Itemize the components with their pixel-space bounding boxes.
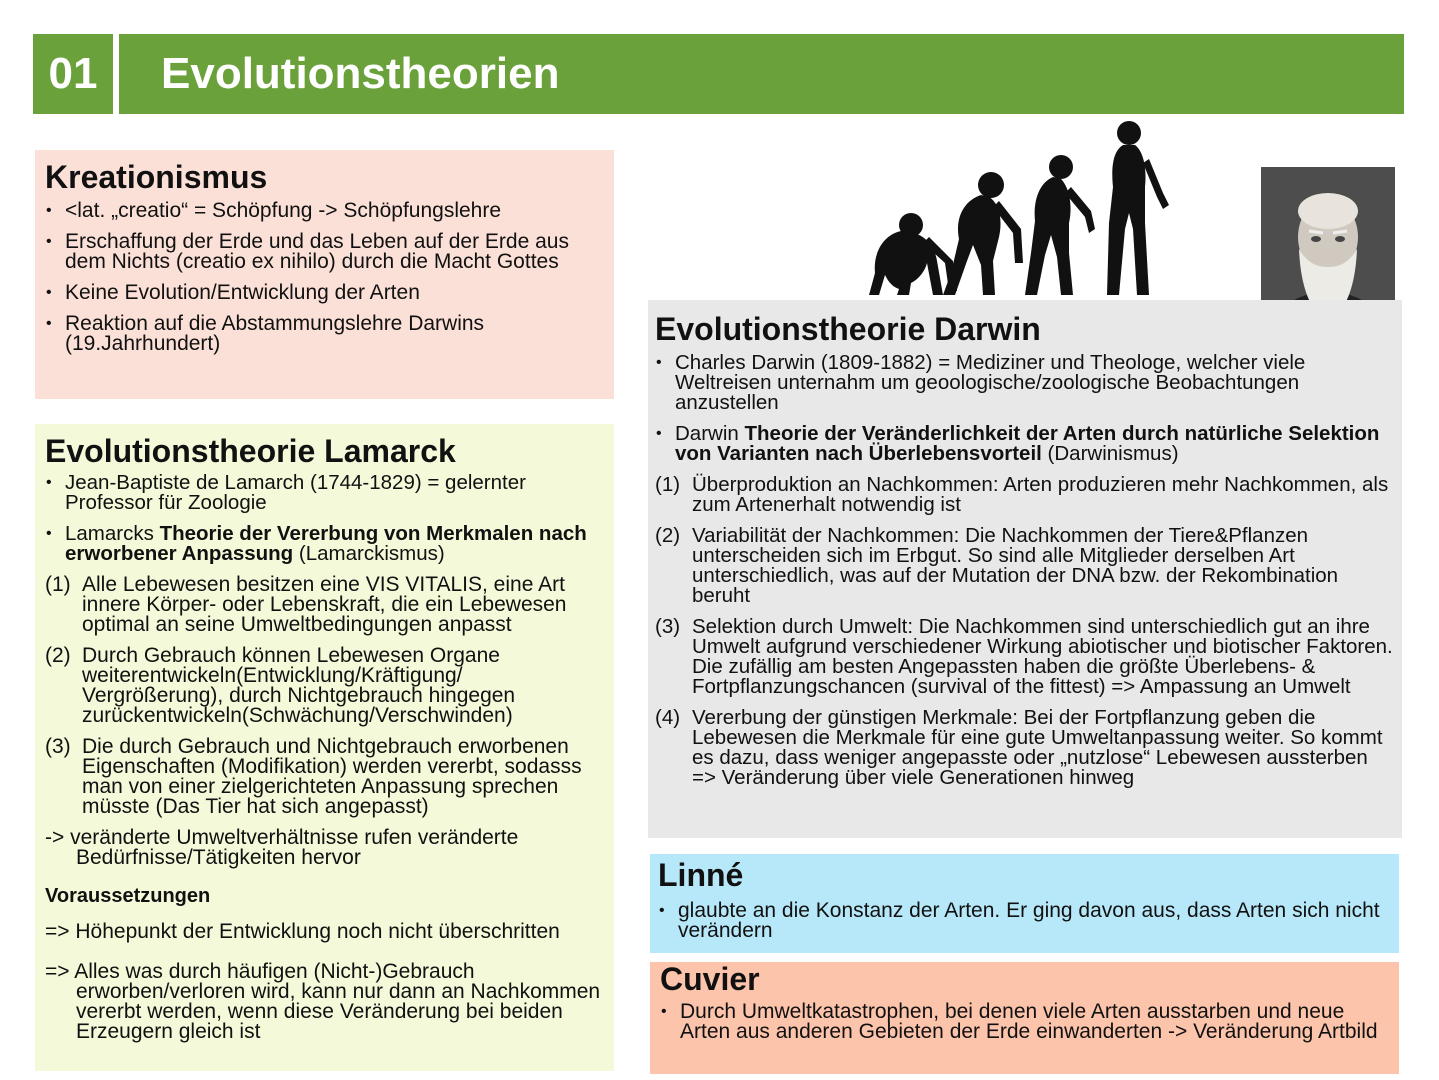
darwin-list (655, 353, 1386, 464)
list-item: • Keine Evolution/Entwicklung der Arten (45, 283, 604, 303)
darwin-box (648, 300, 1402, 838)
list-item (655, 526, 1394, 606)
text-span: Lamarcks (65, 522, 160, 546)
text-span: (Lamarckismus) (293, 542, 445, 566)
point-text: Die durch Gebrauch und Nichtgebrauch erworbenen Eigenschaften (Modifikation) werden vererbt, sodasss man von einer zielgerichteten Anpassung sprechen müsste (Das Tier hat sich angepasst) (82, 735, 582, 819)
point-number: (3) (655, 615, 681, 639)
bold-theory: Theorie der Veränderlichkeit der Arten durch natürliche Selektion von Varianten nach Überlebensvorteil (675, 422, 1380, 466)
lamarck-list (45, 473, 604, 564)
point-text: Alle Lebewesen besitzen eine VIS VITALIS, eine Art innere Körper- oder Lebenskraft, die ein Lebewesen optimal an seine Umweltbedingungen anpasst (82, 573, 567, 637)
point-text: Selektion durch Umwelt: Die Nachkommen sind unterschiedlich gut an ihre Umwelt aufgrund verschiedener Wirkung abiotischer und biotischer Faktoren. Die zufällig am besten Angepassten haben die größte Überlebens- & Fortpflanzungschancen (survival of the fittest) => Ampassung an Umwelt (692, 615, 1393, 699)
list-item (655, 475, 1394, 515)
cuvier-title: Cuvier (660, 961, 760, 997)
list-item: • <lat. „creatio“ = Schöpfung -> Schöpfungslehre (45, 201, 604, 221)
section-number: 01 (33, 34, 113, 114)
list-item: • glaubte an die Konstanz der Arten. Er ging davon aus, dass Arten sich nicht verändern (658, 901, 1391, 941)
point-number: (1) (655, 473, 681, 497)
linne-box (650, 854, 1399, 953)
text-span: Darwin (675, 422, 745, 446)
kreationismus-box (35, 150, 614, 399)
point-text: Durch Gebrauch können Lebewesen Organe weiterentwickeln(Entwicklung/Kräftigung/ Vergrößerung), durch Nichtgebrauch hingegen zurückentwickeln(Schwächung/Verschwinden) (82, 644, 516, 728)
list-item (45, 737, 604, 817)
arrow-note: -> veränderte Umweltverhältnisse rufen veränderte Bedürfnisse/Tätigkeiten hervor (45, 826, 519, 870)
evolution-silhouettes-image (863, 113, 1188, 298)
list-item (45, 575, 604, 635)
point-text: Variabilität der Nachkommen: Die Nachkommen der Tiere&Pflanzen unterscheiden sich im Erbgut. So sind alle Mitglieder derselben Art unterschiedlich, was auf der Mutation der DNA bzw. der Rekombination beruht (692, 524, 1339, 608)
cuvier-box (650, 962, 1399, 1074)
list-item: • Reaktion auf die Abstammungslehre Darwins (19.Jahrhundert) (45, 314, 604, 354)
cuvier-list (660, 1002, 1391, 1042)
kreationismus-title: Kreationismus (45, 159, 268, 195)
lamarck-box (35, 424, 614, 1071)
point-number: (2) (655, 524, 681, 548)
list-item: • Durch Umweltkatastrophen, bei denen viele Arten ausstarben und neue Arten aus anderen Gebieten der Erde einwanderten -> Veränderung Artbild (660, 1002, 1391, 1042)
list-item (45, 524, 604, 564)
point-number: (2) (45, 644, 71, 668)
darwin-title: Evolutionstheorie Darwin (655, 311, 1041, 347)
voraussetzungen-title: Voraussetzungen (45, 885, 211, 908)
point-text: Überproduktion an Nachkommen: Arten produzieren mehr Nachkommen, als zum Artenerhalt notwendig ist (692, 473, 1389, 517)
list-item: • Erschaffung der Erde und das Leben auf der Erde aus dem Nichts (creatio ex nihilo) durch die Macht Gottes (45, 232, 604, 272)
voraussetzung-item: => Alles was durch häufigen (Nicht-)Gebrauch erworben/verloren wird, kann nur dann an Nachkommen vererbt werden, wenn diese Veränderung bei beiden Erzeugern gleich ist (45, 960, 601, 1044)
page-title: Evolutionstheorien (119, 34, 1404, 114)
list-item (655, 617, 1394, 697)
voraussetzung-item: => Höhepunkt der Entwicklung noch nicht überschritten (45, 920, 560, 944)
list-item (655, 424, 1386, 464)
text-span: (Darwinismus) (1041, 442, 1179, 466)
point-number: (1) (45, 573, 71, 597)
list-item: • Jean-Baptiste de Lamarch (1744-1829) = gelernter Professor für Zoologie (45, 473, 604, 513)
list-item (655, 708, 1394, 788)
kreationismus-list (45, 201, 604, 354)
point-number: (3) (45, 735, 71, 759)
bold-theory: Theorie der Vererbung von Merkmalen nach erworbener Anpassung (65, 522, 587, 566)
list-item: • Charles Darwin (1809-1882) = Mediziner und Theologe, welcher viele Weltreisen unternahm um geoologische/zoologische Beobachtungen anzustellen (655, 353, 1386, 413)
list-item (45, 646, 604, 726)
lamarck-points (45, 575, 604, 817)
lamarck-title: Evolutionstheorie Lamarck (45, 433, 456, 469)
point-text: Vererbung der günstigen Merkmale: Bei der Fortpflanzung geben die Lebewesen die Merkmale für eine gute Umweltanpassung weiter. So kommt es dazu, dass weniger angepasste oder „nutzlose“ Lebewesen aussterben => Veränderung über viele Generationen hinweg (692, 706, 1383, 790)
point-number: (4) (655, 706, 681, 730)
linne-title: Linné (658, 857, 744, 893)
linne-list (658, 901, 1391, 941)
darwin-points (655, 475, 1394, 788)
